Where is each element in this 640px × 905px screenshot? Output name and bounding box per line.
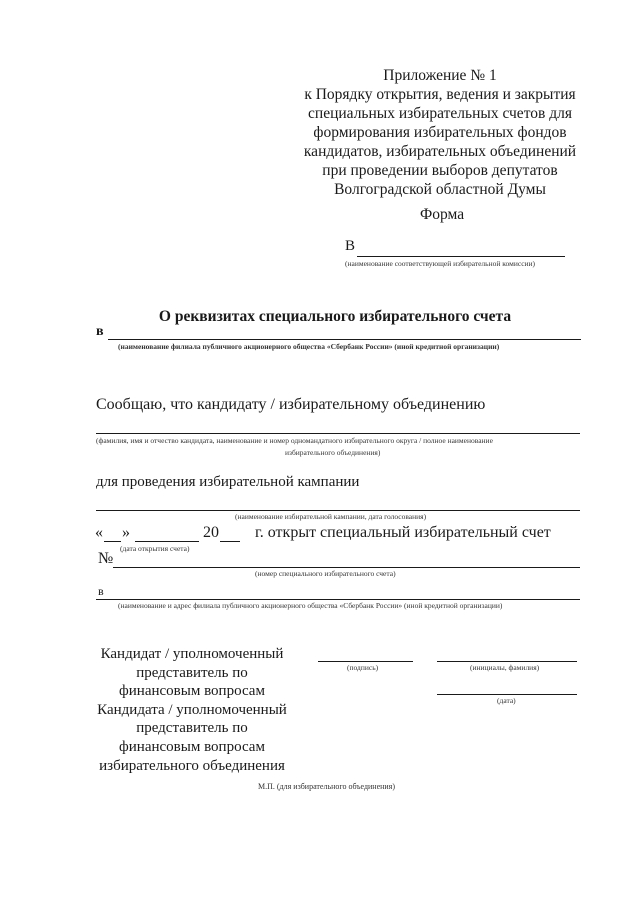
signature-line: финансовым вопросам: [119, 683, 265, 700]
account-field[interactable]: [113, 567, 580, 568]
branch-field[interactable]: [96, 599, 580, 600]
appendix-line: специальных избирательных счетов для: [308, 105, 572, 122]
signature-line: финансовым вопросам: [119, 738, 265, 755]
recipient-field[interactable]: [357, 256, 565, 257]
message-text: Сообщаю, что кандидату / избирательному объединению: [96, 396, 486, 413]
date-close-quote: »: [122, 524, 130, 541]
branch-caption: (наименование и адрес филиала публичного акционерного общества «Сбербанк России» (иной кредитной организации): [118, 601, 503, 610]
signature-line: представитель по: [136, 664, 248, 681]
candidate-caption-cont: избирательного объединения): [285, 448, 381, 457]
branch-prefix: в: [98, 584, 104, 598]
date-sign-caption: (дата): [497, 696, 516, 705]
recipient-caption: (наименование соответствующей избирательной комиссии): [345, 259, 536, 268]
name-field[interactable]: [437, 661, 577, 662]
recipient-prefix: В: [345, 238, 356, 254]
appendix-line: при проведении выборов депутатов: [322, 162, 558, 179]
document-heading: О реквизитах специального избирательного счета: [158, 308, 512, 325]
candidate-field[interactable]: [96, 433, 580, 434]
signature-line: Кандидата / уполномоченный: [97, 701, 287, 718]
stamp-note: М.П. (для избирательного объединения): [258, 782, 396, 791]
signature-line: Кандидат / уполномоченный: [100, 646, 284, 662]
candidate-caption: (фамилия, имя и отчество кандидата, наименование и номер одномандатного избирательного округа / полное наименование: [96, 436, 493, 445]
appendix-line: Волгоградской областной Думы: [334, 181, 546, 198]
campaign-text: для проведения избирательной кампании: [96, 474, 360, 490]
date-year-prefix: 20: [203, 524, 219, 541]
bank-prefix: в: [96, 324, 104, 339]
appendix-line: кандидатов, избирательных объединений: [303, 143, 577, 160]
appendix-header: [300, 66, 580, 199]
date-line-text: г. открыт специальный избирательный счет: [255, 524, 551, 541]
bank-field[interactable]: [108, 339, 581, 340]
account-prefix: №: [98, 550, 114, 567]
bank-caption: (наименование филиала публичного акционерного общества «Сбербанк России» (иной кредитной организации): [118, 342, 500, 351]
campaign-field[interactable]: [96, 510, 580, 511]
signature-line: представитель по: [136, 720, 248, 737]
date-open-quote: «: [95, 524, 103, 541]
signature-field[interactable]: [318, 661, 413, 662]
date-field[interactable]: [437, 694, 577, 695]
appendix-line: к Порядку открытия, ведения и закрытия: [304, 86, 576, 103]
signature-caption: (подпись): [347, 663, 379, 672]
date-day-field[interactable]: [104, 541, 121, 542]
signature-block: [92, 645, 292, 775]
form-label: Форма: [420, 206, 465, 223]
campaign-caption: (наименование избирательной кампании, дата голосования): [235, 512, 427, 521]
appendix-line: формирования избирательных фондов: [313, 124, 567, 141]
account-caption: (номер специального избирательного счета): [255, 569, 396, 578]
date-year-field[interactable]: [220, 541, 240, 542]
name-caption: (инициалы, фамилия): [470, 663, 540, 672]
signature-line: избирательного объединения: [99, 757, 285, 774]
date-month-field[interactable]: [135, 541, 199, 542]
appendix-title: Приложение № 1: [383, 67, 497, 84]
date-caption: (дата открытия счета): [120, 544, 190, 553]
